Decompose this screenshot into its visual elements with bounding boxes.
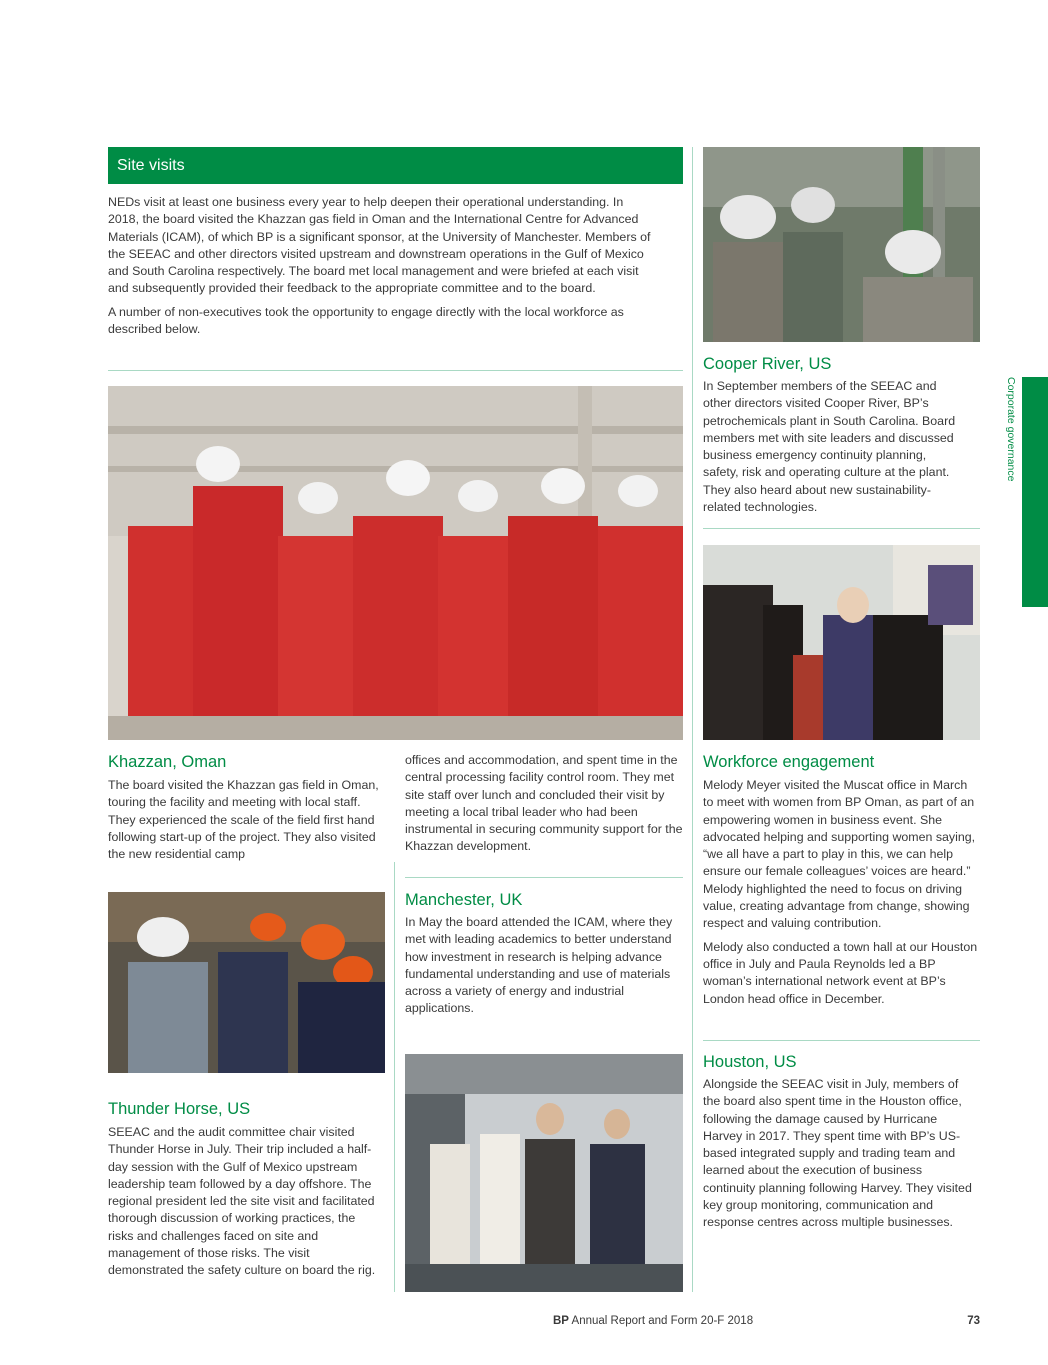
cooper-river-photo [703, 147, 980, 342]
divider [703, 528, 980, 529]
khazzan-photo [108, 386, 683, 740]
cooper-river-heading: Cooper River, US [703, 355, 832, 373]
workforce-photo [703, 545, 980, 740]
section-banner [108, 147, 683, 184]
workforce-text [703, 777, 978, 1014]
thunder-horse-photo [108, 892, 385, 1073]
khazzan-heading: Khazzan, Oman [108, 753, 227, 771]
footer-brand: BP [553, 1315, 569, 1327]
intro-text [108, 194, 656, 344]
manchester-text: In May the board attended the ICAM, where they met with leading academics to better understand how investment in research is helping advance fundamental understanding and use of materials across a variety of energy and industrial applications. [405, 915, 673, 1016]
divider [108, 370, 683, 371]
section-tab-label: Corporate governance [1005, 377, 1017, 482]
manchester-heading: Manchester, UK [405, 891, 523, 909]
manchester-photo [405, 1054, 683, 1292]
column-divider [692, 147, 693, 1292]
thunder-horse-text: SEEAC and the audit committee chair visited Thunder Horse in July. Their trip included a half-day session with the Gulf of Mexico upstream leadership team followed by a day offshore. The regional president led the site visit and facilitated thorough discussion of working practices, the risks and challenges faced on site and management of those risks. The visit demonstrated the safety culture on board the rig. [108, 1125, 376, 1278]
thunder-horse-heading: Thunder Horse, US [108, 1100, 251, 1118]
houston-text: Alongside the SEEAC visit in July, members of the board also spent time in the Houston office, following the damage caused by Hurricane Harvey in 2017. They spent time with BP’s US-based integrated supply and trading team and learned about the execution of business continuity planning following Harvey. They visited key group monitoring, communication and response centres across multiple businesses. [703, 1077, 972, 1230]
divider [405, 877, 683, 878]
section-title: Site visits [117, 157, 185, 174]
workforce-paragraph-2: Melody also conducted a town hall at our Houston office in July and Paula Reynolds led a BP woman’s international network event at BP’s London head office in December. [703, 939, 978, 1006]
workforce-paragraph-1: Melody Meyer visited the Muscat office in March to meet with women from BP Oman, as part of an empowering women in business event. She advocated helping and supporting women saying, “we all have a part to play in this, we can help ensure our female colleagues’ voices are heard.” Melody highlighted the need to focus on driving value, creating advantage from change, showing respect and valuing contribution. [703, 778, 976, 931]
khazzan-text-col1: The board visited the Khazzan gas field in Oman, touring the facility and meeting with local staff. They experienced the scale of the field first hand following start-up of the project. They also visited the new residential camp [108, 778, 379, 862]
column-divider [394, 862, 395, 1292]
footer-report-title: Annual Report and Form 20-F 2018 [571, 1315, 754, 1327]
footer-title [553, 1315, 753, 1327]
divider [703, 1040, 980, 1041]
cooper-river-text: In September members of the SEEAC and other directors visited Cooper River, BP’s petrochemicals plant in South Carolina. Board members met with site leaders and discussed business emergency continuity planning, safety, risk and operating culture at the plant. They also heard about new sustainability-related technologies. [703, 379, 956, 515]
page-number: 73 [967, 1315, 980, 1327]
section-tab [1022, 377, 1048, 607]
houston-heading: Houston, US [703, 1053, 797, 1071]
intro-paragraph-2: A number of non-executives took the opportunity to engage directly with the local workforce as described below. [108, 304, 624, 337]
workforce-heading: Workforce engagement [703, 753, 875, 771]
khazzan-text-col2: offices and accommodation, and spent time in the central processing facility control room. They met site staff over lunch and concluded their visit by meeting a local tribal leader who had been instrumental in securing community support for the Khazzan development. [405, 753, 683, 854]
intro-paragraph-1: NEDs visit at least one business every year to help deepen their operational understanding. In 2018, the board visited the Khazzan gas field in Oman and the International Centre for Advanced Materials (ICAM), of which BP is a significant sponsor, at the University of Manchester. Members of the SEEAC and other directors visited upstream and downstream operations in the Gulf of Mexico and South Carolina respectively. The board met local management and were briefed at each visit and subsequently provided their feedback to the appropriate committee and to the board. [108, 195, 651, 296]
